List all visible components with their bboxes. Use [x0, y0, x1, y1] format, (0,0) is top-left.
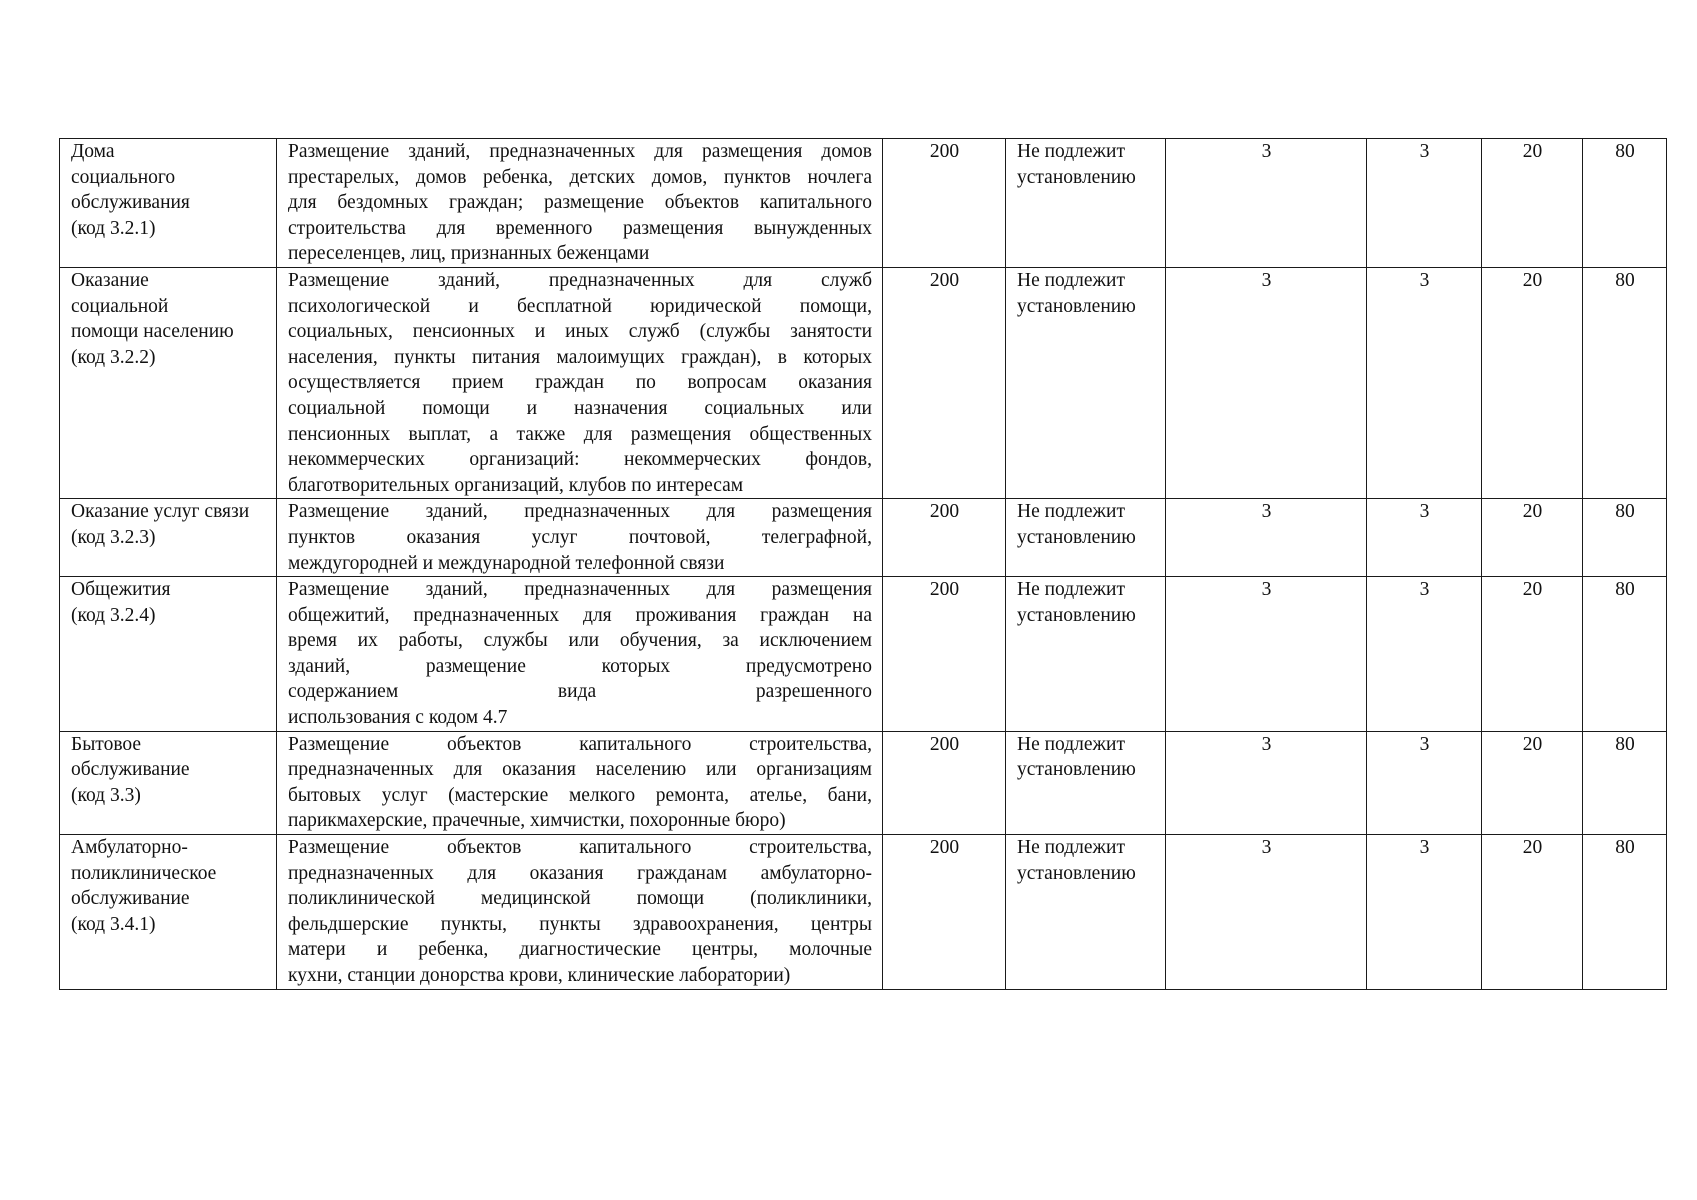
use-type-description-line: зданий, размещение которых предусмотрено [288, 655, 872, 677]
min-area-cell: 200 [883, 731, 1006, 834]
use-type-description-line: пунктов оказания услуг почтовой, телеграфной, [288, 526, 872, 548]
param-cell-2: 3 [1367, 731, 1482, 834]
param-cell-1: 3 [1166, 267, 1367, 498]
use-type-name [60, 267, 277, 498]
max-area-cell-line: установлению [1017, 759, 1136, 781]
max-area-cell [1006, 139, 1166, 268]
use-type-description [277, 731, 883, 834]
use-type-name-line: (код 3.2.1) [71, 217, 156, 239]
use-type-description-line: осуществляется прием граждан по вопросам оказания [288, 372, 872, 394]
use-type-description-line: Размещение зданий, предназначенных для размещения домов [288, 141, 872, 162]
use-type-description-line: фельдшерские пункты, пункты здравоохранения, центры [288, 913, 872, 935]
table-body [60, 139, 1667, 990]
max-area-cell [1006, 731, 1166, 834]
use-type-name-line: Оказание услуг связи [71, 501, 250, 523]
use-type-description-line: бытовых услуг (мастерские мелкого ремонта, ателье, бани, [288, 784, 872, 806]
table-row [60, 835, 1667, 990]
use-type-name-line: (код 3.3) [71, 784, 141, 806]
max-area-cell-line: установлению [1017, 295, 1136, 317]
min-area-cell: 200 [883, 577, 1006, 732]
max-area-cell-line: Не подлежит [1017, 269, 1125, 291]
param-cell-3: 20 [1482, 835, 1583, 990]
use-type-description-line: населения, пункты питания малоимущих граждан), в которых [288, 346, 872, 368]
use-type-description [277, 499, 883, 577]
use-type-description [277, 835, 883, 990]
max-area-cell-line: Не подлежит [1017, 837, 1125, 859]
max-area-cell-line: установлению [1017, 604, 1136, 626]
max-area-cell-line: Не подлежит [1017, 733, 1125, 755]
use-type-description-line: социальной помощи и назначения социальных или [288, 397, 872, 419]
max-area-cell-line: установлению [1017, 862, 1136, 884]
use-type-description-line: предназначенных для оказания населению или организациям [288, 759, 872, 781]
param-cell-3: 20 [1482, 139, 1583, 268]
param-cell-4: 80 [1583, 267, 1667, 498]
use-type-name-line: социального [71, 166, 176, 188]
use-type-description-line: использования с кодом 4.7 [288, 707, 508, 729]
use-type-description [277, 577, 883, 732]
param-cell-2: 3 [1367, 267, 1482, 498]
use-type-name-line: (код 3.2.4) [71, 604, 156, 626]
max-area-cell [1006, 499, 1166, 577]
use-type-name-line: Амбулаторно- [71, 837, 188, 859]
param-cell-4: 80 [1583, 731, 1667, 834]
use-type-name-line: (код 3.2.2) [71, 346, 156, 368]
use-type-name-line: социальной [71, 295, 169, 317]
max-area-cell [1006, 835, 1166, 990]
table-row [60, 139, 1667, 268]
param-cell-1: 3 [1166, 577, 1367, 732]
use-type-name-line: обслуживание [71, 888, 190, 910]
use-type-name [60, 835, 277, 990]
max-area-cell-line: Не подлежит [1017, 141, 1125, 162]
use-type-description [277, 139, 883, 268]
param-cell-2: 3 [1367, 499, 1482, 577]
param-cell-3: 20 [1482, 577, 1583, 732]
zoning-table [59, 138, 1667, 990]
use-type-name-line: Оказание [71, 269, 149, 291]
param-cell-1: 3 [1166, 835, 1367, 990]
param-cell-2: 3 [1367, 577, 1482, 732]
param-cell-4: 80 [1583, 835, 1667, 990]
param-cell-1: 3 [1166, 731, 1367, 834]
use-type-description-line: социальных, пенсионных и иных служб (службы занятости [288, 321, 872, 343]
table-row [60, 577, 1667, 732]
table-row [60, 499, 1667, 577]
use-type-description-line: Размещение зданий, предназначенных для служб [288, 269, 872, 291]
param-cell-4: 80 [1583, 577, 1667, 732]
use-type-description-line: строительства для временного размещения вынужденных [288, 217, 872, 239]
min-area-cell: 200 [883, 835, 1006, 990]
use-type-description-line: престарелых, домов ребенка, детских домов, пунктов ночлега [288, 166, 872, 188]
table-row [60, 267, 1667, 498]
use-type-description-line: переселенцев, лиц, признанных беженцами [288, 243, 650, 265]
param-cell-3: 20 [1482, 499, 1583, 577]
use-type-description [277, 267, 883, 498]
use-type-name-line: обслуживания [71, 192, 190, 214]
use-type-name-line: помощи населению [71, 321, 234, 343]
max-area-cell-line: Не подлежит [1017, 501, 1125, 523]
use-type-description-line: матери и ребенка, диагностические центры, молочные [288, 939, 872, 961]
use-type-name-line: Общежития [71, 579, 171, 601]
max-area-cell-line: Не подлежит [1017, 579, 1125, 601]
min-area-cell: 200 [883, 499, 1006, 577]
param-cell-4: 80 [1583, 139, 1667, 268]
use-type-description-line: время их работы, службы или обучения, за исключением [288, 630, 872, 652]
table-row [60, 731, 1667, 834]
use-type-name-line: Дома [71, 141, 115, 162]
max-area-cell [1006, 577, 1166, 732]
use-type-description-line: для бездомных граждан; размещение объектов капитального [288, 192, 872, 214]
max-area-cell [1006, 267, 1166, 498]
use-type-description-line: пенсионных выплат, а также для размещения общественных [288, 423, 872, 445]
use-type-description-line: Размещение зданий, предназначенных для размещения [288, 501, 872, 523]
use-type-description-line: Размещение зданий, предназначенных для размещения [288, 579, 872, 601]
use-type-name-line: (код 3.4.1) [71, 913, 156, 935]
use-type-name-line: (код 3.2.3) [71, 526, 156, 548]
use-type-description-line: поликлинической медицинской помощи (поликлиники, [288, 888, 872, 910]
min-area-cell: 200 [883, 139, 1006, 268]
max-area-cell-line: установлению [1017, 526, 1136, 548]
use-type-name-line: поликлиническое [71, 862, 217, 884]
use-type-description-line: междугородней и международной телефонной связи [288, 552, 725, 574]
param-cell-2: 3 [1367, 139, 1482, 268]
param-cell-1: 3 [1166, 499, 1367, 577]
use-type-description-line: предназначенных для оказания гражданам амбулаторно- [288, 862, 872, 884]
param-cell-2: 3 [1367, 835, 1482, 990]
use-type-name [60, 139, 277, 268]
max-area-cell-line: установлению [1017, 166, 1136, 188]
use-type-description-line: психологической и бесплатной юридической помощи, [288, 295, 872, 317]
use-type-description-line: благотворительных организаций, клубов по интересам [288, 474, 744, 496]
param-cell-1: 3 [1166, 139, 1367, 268]
use-type-description-line: некоммерческих организаций: некоммерческих фондов, [288, 449, 872, 471]
param-cell-3: 20 [1482, 731, 1583, 834]
min-area-cell: 200 [883, 267, 1006, 498]
use-type-description-line: Размещение объектов капитального строительства, [288, 837, 872, 859]
use-type-name-line: Бытовое [71, 733, 142, 755]
use-type-name [60, 499, 277, 577]
use-type-name-line: обслуживание [71, 759, 190, 781]
use-type-description-line: общежитий, предназначенных для проживания граждан на [288, 604, 872, 626]
use-type-name [60, 731, 277, 834]
use-type-description-line: парикмахерские, прачечные, химчистки, похоронные бюро) [288, 810, 786, 832]
param-cell-3: 20 [1482, 267, 1583, 498]
param-cell-4: 80 [1583, 499, 1667, 577]
use-type-description-line: Размещение объектов капитального строительства, [288, 733, 872, 755]
use-type-name [60, 577, 277, 732]
use-type-description-line: содержанием вида разрешенного [288, 681, 872, 703]
use-type-description-line: кухни, станции донорства крови, клинические лаборатории) [288, 965, 791, 986]
